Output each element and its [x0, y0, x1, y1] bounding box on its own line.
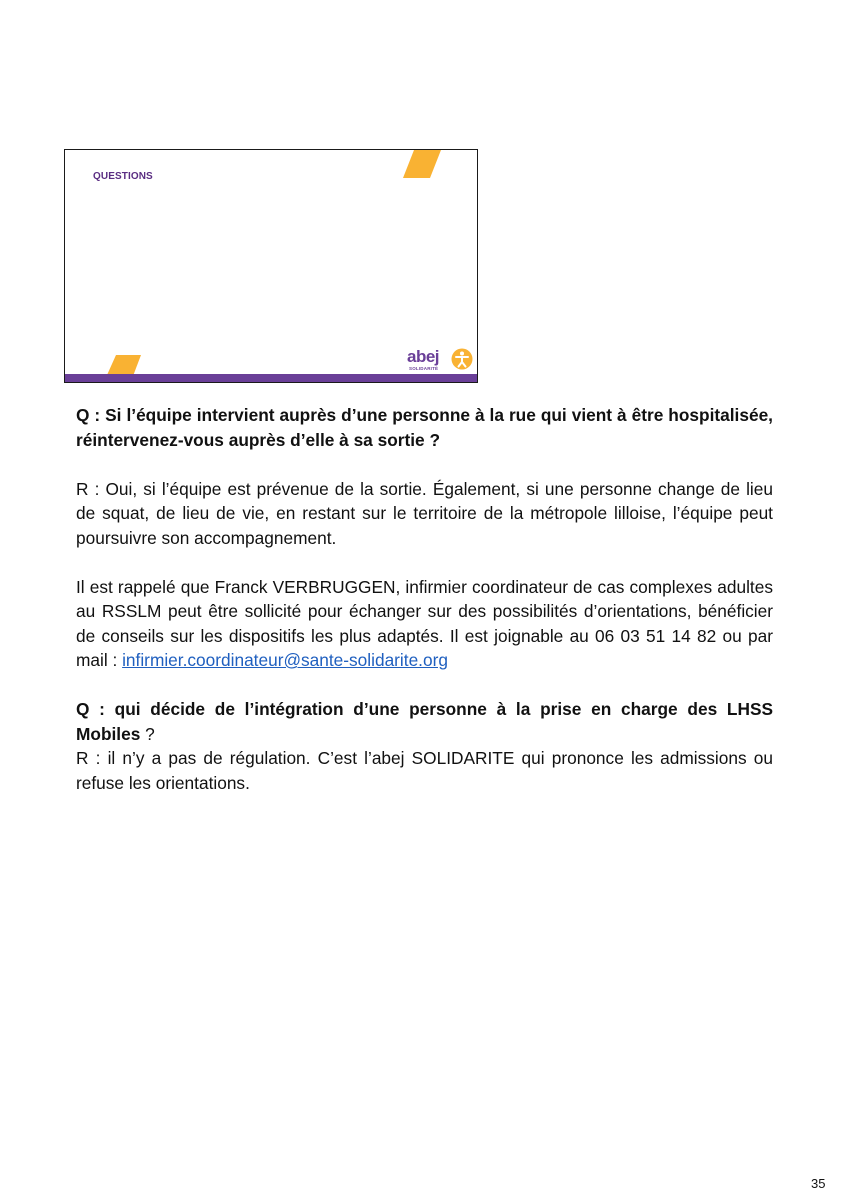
- info-text: Il est rappelé que Franck VERBRUGGEN, infirmier coordinateur de cas complexes adultes au RSSLM peut être sollicité pour échanger sur des possibilités d’orientations, bénéficier de conseils sur les dispositifs les plus adaptés. Il est joignable au 06 03 51 14 82 ou par mail :: [76, 576, 773, 670]
- person-icon: [451, 348, 473, 370]
- slide-title: QUESTIONS: [93, 171, 153, 182]
- answer-1: R : Oui, si l’équipe est prévenue de la sortie. Également, si une personne change de lieu de squat, de lieu de vie, en restant sur le territoire de la métropole lilloise, l’équipe peut poursuivre son accompagnement.: [76, 478, 773, 548]
- question-1: Q : Si l’équipe intervient auprès d’une personne à la rue qui vient à être hospitalisée, réintervenez-vous auprès d’elle à sa sortie ?: [76, 405, 773, 450]
- question-2-mark: ?: [140, 723, 155, 744]
- question-2-text: Q : qui décide de l’intégration d’une personne à la prise en charge des LHSS Mobiles: [76, 699, 773, 744]
- logo-subtext: SOLIDARITÉ: [409, 366, 439, 371]
- logo-text: abej: [407, 347, 440, 366]
- answer-2: R : il n’y a pas de régulation. C’est l’abej SOLIDARITE qui prononce les admissions ou refuse les orientations.: [76, 748, 773, 793]
- slide-footer-bar: [65, 374, 477, 382]
- question-2: [76, 697, 773, 746]
- presentation-slide: [64, 149, 478, 383]
- yellow-parallelogram-top: [403, 150, 441, 178]
- page-number: 35: [811, 1176, 826, 1191]
- document-body: [76, 403, 773, 795]
- email-link[interactable]: infirmier.coordinateur@sante-solidarite.org: [122, 650, 448, 670]
- info-paragraph: [76, 575, 773, 673]
